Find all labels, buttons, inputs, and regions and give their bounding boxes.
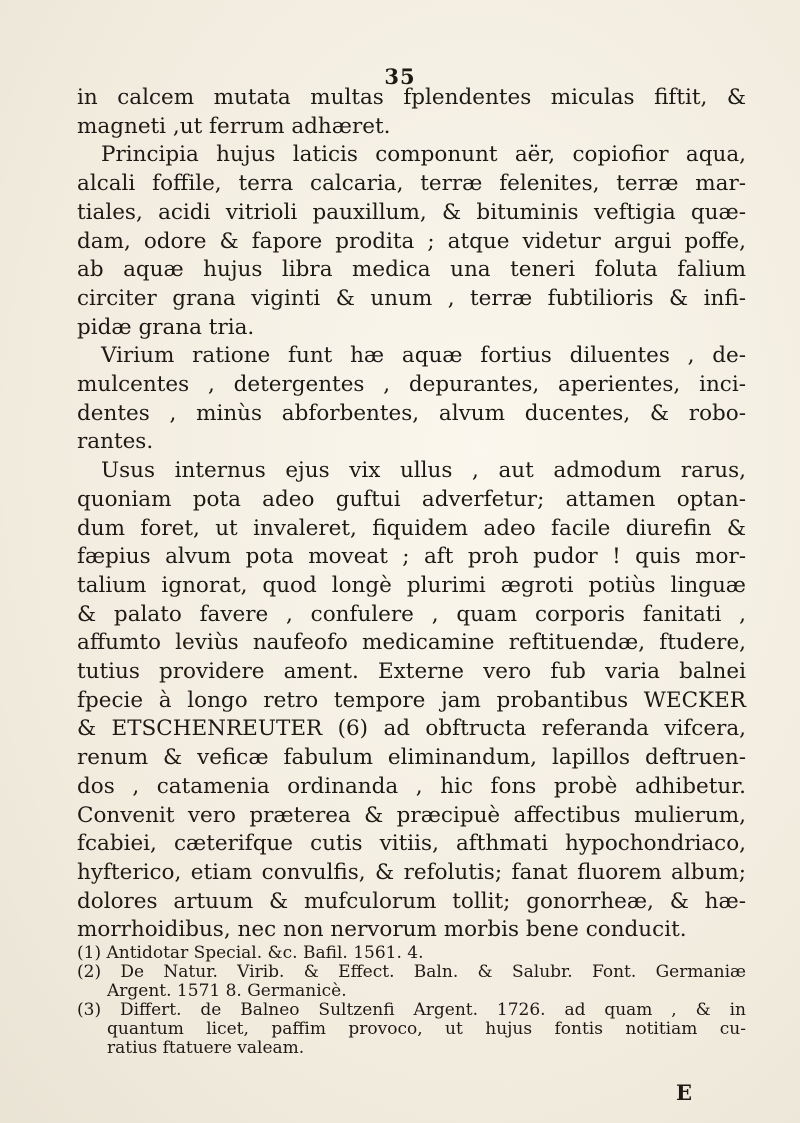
body-line: affumto leviùs naufeofo medicamine reftituendæ, ftudere, <box>77 630 746 656</box>
body-line: morrhoidibus, nec non nervorum morbis bene conducit. <box>77 917 687 943</box>
body-line: mulcentes , detergentes , depurantes, aperientes, inci- <box>77 372 746 398</box>
body-line: Principia hujus laticis componunt aër, copiofior aqua, <box>101 142 746 168</box>
footnotes <box>77 944 746 1058</box>
body-line: talium ignorat, quod longè plurimi ægroti potiùs linguæ <box>77 572 746 598</box>
body-line: magneti ,ut ferrum adhæret. <box>77 113 391 139</box>
footnote-line: Argent. 1571 8. Germanicè. <box>107 981 347 1001</box>
body-line: ab aquæ hujus libra medica una teneri foluta falium <box>77 257 746 283</box>
body-line: fpecie à longo retro tempore jam probantibus WECKER <box>77 687 746 713</box>
footnote-line: ratius ftatuere valeam. <box>107 1038 305 1058</box>
body-line: circiter grana viginti & unum , terræ fubtilioris & infi- <box>77 285 746 311</box>
body-line: & palato favere , confulere , quam corporis fanitati , <box>77 601 746 627</box>
body-line: fcabiei, cæterifque cutis vitiis, afthmati hypochondriaco, <box>77 831 746 857</box>
body-line: dentes , minùs abforbentes, alvum ducentes, & robo- <box>77 400 746 426</box>
body-line: Virium ratione funt hæ aquæ fortius diluentes , de- <box>101 343 746 369</box>
body-line: & ETSCHENREUTER (6) ad obftructa referanda vifcera, <box>77 716 746 742</box>
footnote-line: (1) Antidotar Special. &c. Bafil. 1561. 4. <box>77 943 424 963</box>
body-line: Convenit vero præterea & præcipuè affectibus mulierum, <box>77 802 746 828</box>
body-line: dolores artuum & mufculorum tollit; gonorrheæ, & hæ- <box>77 888 746 914</box>
body-line: tutius providere ament. Externe vero fub varia balnei <box>77 659 746 685</box>
signature-mark: E <box>675 1080 692 1105</box>
body-line: tiales, acidi vitrioli pauxillum, & bituminis veftigia quæ- <box>77 199 746 225</box>
body-line: hyfterico, etiam convulfis, & refolutis; fanat fluorem album; <box>77 859 746 885</box>
footnote-line: (2) De Natur. Virib. & Effect. Baln. & Salubr. Font. Germaniæ <box>77 962 746 982</box>
body-line: dum foret, ut invaleret, fiquidem adeo facile diurefin & <box>77 515 746 541</box>
body-line: fæpius alvum pota moveat ; aft proh pudor ! quis mor- <box>77 544 746 570</box>
footnote-line: (3) Differt. de Balneo Sultzenfi Argent. 1726. ad quam , & in <box>77 1000 746 1020</box>
body-line: Usus internus ejus vix ullus , aut admodum rarus, <box>101 458 746 484</box>
body-text <box>77 84 746 945</box>
body-line: renum & veficæ fabulum eliminandum, lapillos deftruen- <box>77 745 746 771</box>
footnote-line: quantum licet, paffim provoco, ut hujus fontis notitiam cu- <box>107 1019 746 1039</box>
body-line: in calcem mutata multas fplendentes miculas fiftit, & <box>77 85 746 110</box>
body-line: pidæ grana tria. <box>77 314 255 340</box>
body-line: dam, odore & fapore prodita ; atque videtur argui poffe, <box>77 228 746 254</box>
page-number: 35 <box>384 64 416 89</box>
body-line: dos , catamenia ordinanda , hic fons probè adhibetur. <box>77 773 746 799</box>
body-line: rantes. <box>77 429 154 455</box>
body-line: quoniam pota adeo guftui adverfetur; attamen optan- <box>77 486 746 512</box>
body-line: alcali foffile, terra calcaria, terræ felenites, terræ mar- <box>77 171 746 197</box>
